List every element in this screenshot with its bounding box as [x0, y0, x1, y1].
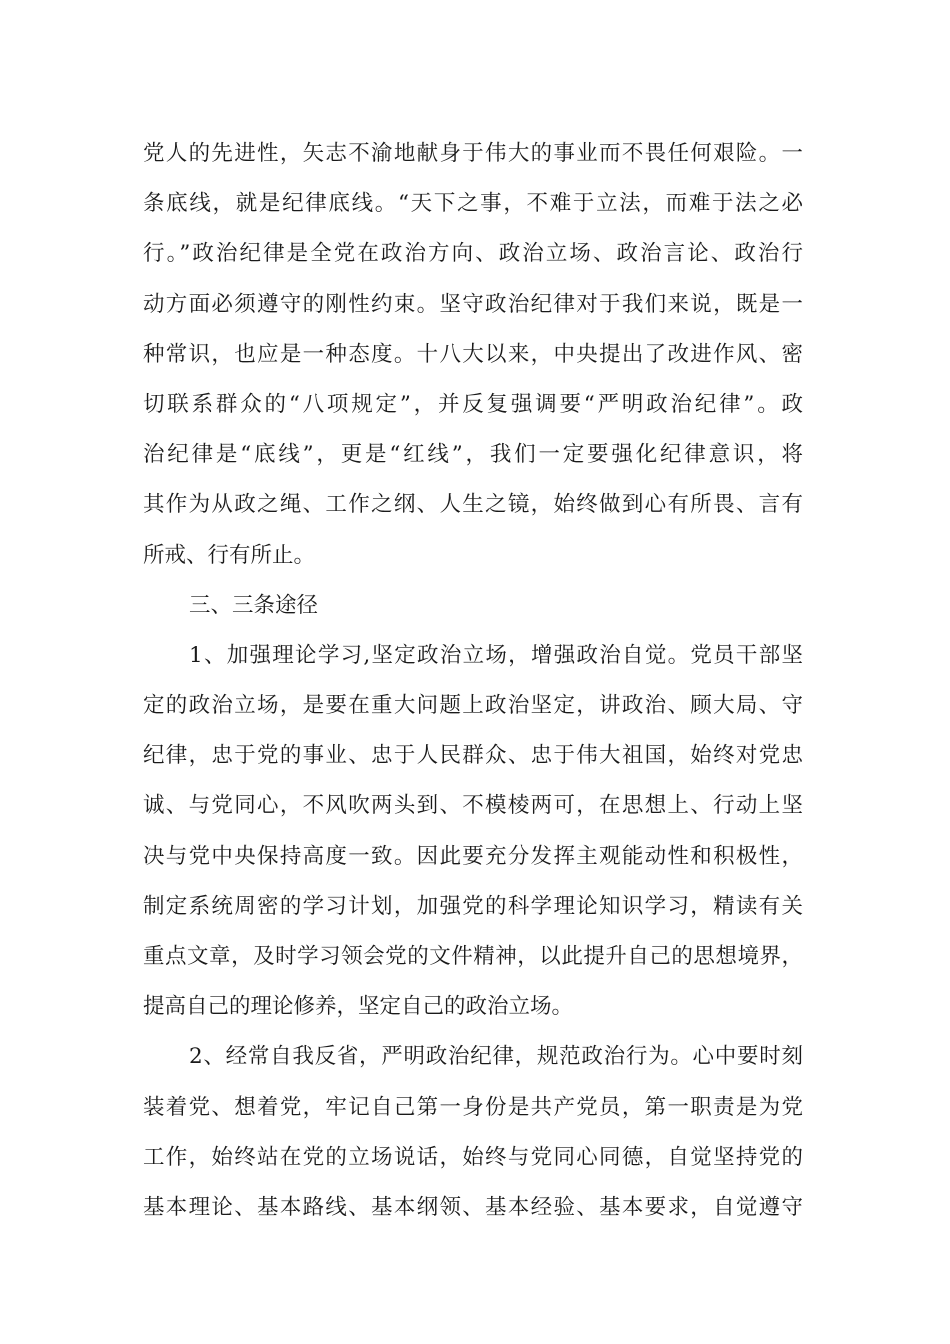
text-line: 种常识，也应是一种态度。十八大以来，中央提出了改进作风、密 — [143, 341, 803, 367]
text-line: 诚、与党同心，不风吹两头到、不模棱两可，在思想上、行动上坚 — [143, 793, 803, 819]
text-line: 1、加强理论学习,坚定政治立场，增强政治自觉。党员干部坚 — [189, 642, 803, 668]
text-line: 行。”政治纪律是全党在政治方向、政治立场、政治言论、政治行 — [143, 241, 803, 267]
text-line: 切联系群众的“八项规定”，并反复强调要“严明政治纪律”。政 — [143, 391, 803, 417]
text-line: 所戒、行有所止。 — [143, 542, 316, 568]
text-line: 重点文章，及时学习领会党的文件精神，以此提升自己的思想境界， — [143, 944, 803, 969]
text-line: 党人的先进性，矢志不渝地献身于伟大的事业而不畏任何艰险。一 — [143, 141, 803, 166]
text-line: 装着党、想着党，牢记自己第一身份是共产党员，第一职责是为党 — [143, 1094, 803, 1120]
text-line: 纪律，忠于党的事业、忠于人民群众、忠于伟大祖国，始终对党忠 — [143, 743, 803, 769]
text-line: 2、经常自我反省，严明政治纪律，规范政治行为。心中要时刻 — [189, 1044, 803, 1070]
text-line: 提高自己的理论修养，坚定自己的政治立场。 — [143, 994, 574, 1020]
text-line: 决与党中央保持高度一致。因此要充分发挥主观能动性和积极性， — [143, 843, 803, 869]
text-line: 其作为从政之绳、工作之纲、人生之镜，始终做到心有所畏、言有 — [143, 492, 803, 518]
text-line: 条底线，就是纪律底线。“天下之事，不难于立法，而难于法之必 — [143, 191, 803, 217]
text-line: 基本理论、基本路线、基本纲领、基本经验、基本要求，自觉遵守 — [143, 1194, 803, 1220]
text-line: 工作，始终站在党的立场说话，始终与党同心同德，自觉坚持党的 — [143, 1144, 803, 1170]
text-line: 治纪律是“底线”，更是“红线”，我们一定要强化纪律意识，将 — [143, 442, 803, 468]
body-text — [143, 129, 803, 1233]
text-line: 动方面必须遵守的刚性约束。坚守政治纪律对于我们来说，既是一 — [143, 291, 803, 317]
text-line: 定的政治立场，是要在重大问题上政治坚定，讲政治、顾大局、守 — [143, 693, 803, 719]
section-heading: 三、三条途径 — [189, 592, 319, 618]
text-line: 制定系统周密的学习计划，加强党的科学理论知识学习，精读有关 — [143, 893, 803, 919]
